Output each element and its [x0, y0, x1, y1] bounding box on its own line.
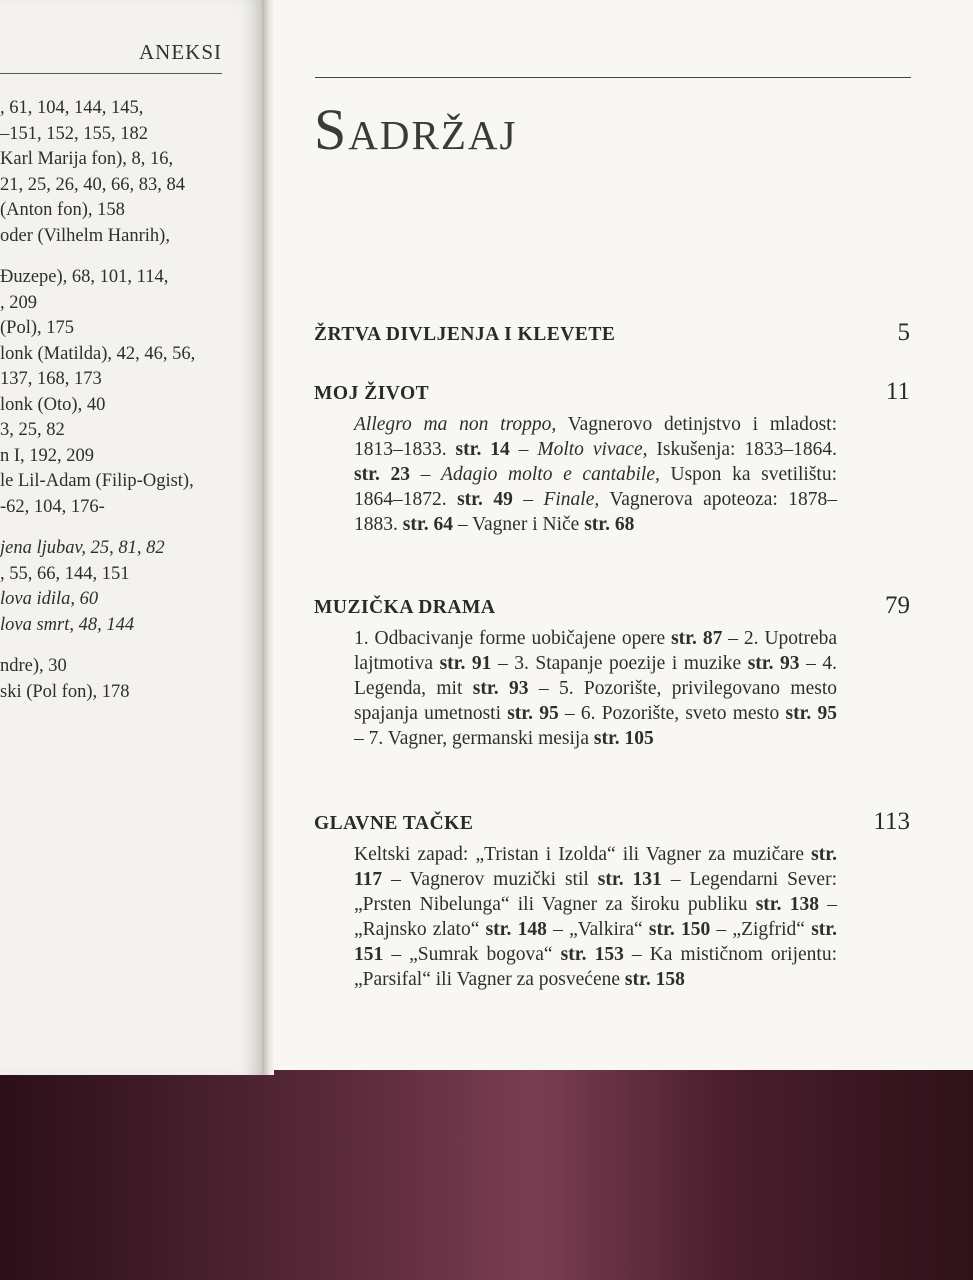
- description-text: 1. Odbacivanje forme uobičajene opere: [354, 628, 672, 649]
- page-reference: str. 148: [485, 919, 547, 940]
- right-page: [274, 0, 973, 1070]
- index-entry: –151, 152, 155, 182: [0, 123, 148, 144]
- description-text: –: [509, 439, 538, 460]
- section-title: GLAVNE TAČKE: [314, 813, 474, 834]
- page-reference: str. 64: [402, 514, 453, 535]
- index-entry: ndre), 30: [0, 656, 67, 676]
- page-reference: str. 68: [584, 514, 635, 535]
- section-page-number: 11: [885, 378, 910, 405]
- page-reference: str. 153: [560, 944, 624, 965]
- section-heading: [314, 378, 910, 408]
- description-text: Vagnerova apoteoza: 1878–1883.: [354, 489, 838, 535]
- running-header: ANEKSI: [139, 40, 222, 64]
- index-entry: n I, 192, 209: [0, 445, 95, 466]
- toc-section-zrtva: [314, 319, 910, 349]
- index-list: [0, 96, 262, 705]
- toc-section-muzicka-drama: [314, 592, 910, 751]
- description-text: – 4. Legenda, mit: [354, 653, 837, 699]
- index-entry: lova idila, 60: [0, 589, 99, 609]
- index-entry: Karl Marija fon), 8, 16,: [0, 149, 174, 169]
- toc-section-moj-zivot: [314, 378, 910, 537]
- page-reference: str. 117: [354, 844, 837, 890]
- page-reference: str. 95: [785, 703, 838, 724]
- description-text: – 7. Vagner, germanski mesija: [354, 728, 594, 749]
- description-text: – „Valkira“: [546, 919, 649, 940]
- background-surface: [0, 1065, 973, 1280]
- book-gutter: [262, 0, 274, 1075]
- section-heading: [314, 808, 910, 838]
- index-entry: (Anton fon), 158: [0, 200, 125, 220]
- section-description: [354, 626, 837, 751]
- description-text: Keltski zapad: „Tristan i Izolda“ ili Vagner za muzičare: [354, 844, 812, 865]
- description-text: – 6. Pozorište, sveto mesto: [558, 703, 786, 724]
- description-text: – 5. Pozorište, privilegovano mesto spajanja umetnosti: [354, 678, 837, 724]
- page-reference: str. 87: [671, 628, 723, 649]
- index-entry: 137, 168, 173: [0, 369, 102, 389]
- index-entry: , 61, 104, 144, 145,: [0, 98, 144, 118]
- page-reference: str. 91: [439, 653, 492, 674]
- index-entry: 21, 25, 26, 40, 66, 83, 84: [0, 174, 185, 195]
- index-entry: ski (Pol fon), 178: [0, 681, 130, 702]
- section-heading: [314, 592, 910, 622]
- section-description: [354, 842, 837, 992]
- description-text: – Ka mističnom orijentu: „Parsifal“ ili Vagner za posvećene: [354, 944, 838, 990]
- description-text: Vagnerovo detinjstvo i mladost: 1813–1833.: [354, 414, 837, 460]
- index-entry: lonk (Oto), 40: [0, 394, 106, 415]
- top-rule: [315, 77, 911, 78]
- description-text: Allegro ma non troppo,: [354, 414, 557, 435]
- page-reference: str. 93: [747, 653, 800, 674]
- section-title: ŽRTVA DIVLJENJA I KLEVETE: [314, 324, 616, 345]
- index-entry: le Lil-Adam (Filip-Ogist),: [0, 471, 194, 491]
- index-entry: , 209: [0, 292, 37, 313]
- page-reference: str. 14: [455, 439, 510, 460]
- description-text: – Legendarni Sever: „Prsten Nibelunga“ ili Vagner za široku publiku: [354, 869, 838, 915]
- description-text: – 3. Stapanje poezije i muzike: [491, 653, 748, 674]
- page-reference: str. 49: [457, 489, 513, 510]
- description-text: Uspon ka svetilištu: 1864–1872.: [354, 464, 837, 510]
- page-reference: str. 105: [593, 728, 654, 749]
- index-entry: , 55, 66, 144, 151: [0, 563, 130, 584]
- header-rule: [0, 73, 222, 74]
- section-page-number: 5: [897, 319, 910, 346]
- index-spacer: [0, 638, 262, 654]
- index-entry: lonk (Matilda), 42, 46, 56,: [0, 343, 196, 364]
- section-title: MUZIČKA DRAMA: [314, 597, 496, 618]
- index-spacer: [0, 249, 262, 265]
- description-text: – „Rajnsko zlato“: [354, 894, 837, 940]
- section-title: MOJ ŽIVOT: [314, 383, 430, 404]
- page-reference: str. 93: [472, 678, 529, 699]
- page-reference: str. 95: [507, 703, 559, 724]
- page-reference: str. 158: [624, 969, 685, 990]
- description-text: Adagio molto e cantabile,: [441, 464, 660, 485]
- index-spacer: [0, 520, 262, 536]
- description-text: – Vagnerov muzički stil: [382, 869, 598, 890]
- page-reference: str. 138: [755, 894, 820, 915]
- section-page-number: 113: [873, 808, 910, 835]
- section-heading: [314, 319, 910, 349]
- description-text: – 2. Upotreba lajtmotiva: [354, 628, 838, 674]
- description-text: – „Sumrak bogova“: [383, 944, 561, 965]
- toc-section-glavne-tacke: [314, 808, 910, 992]
- description-text: –: [409, 464, 442, 485]
- index-entry: lova smrt, 48, 144: [0, 614, 135, 635]
- index-entry: -62, 104, 176-: [0, 496, 105, 517]
- page-reference: str. 23: [354, 464, 410, 485]
- page-reference: str. 150: [648, 919, 711, 940]
- section-page-number: 79: [885, 592, 910, 619]
- page-reference: str. 131: [597, 869, 662, 890]
- index-entry: 3, 25, 82: [0, 420, 65, 440]
- left-page: [0, 0, 263, 1075]
- description-text: – „Zigfrid“: [710, 919, 812, 940]
- index-entry: (Pol), 175: [0, 318, 74, 338]
- index-entry: jena ljubav, 25, 81, 82: [0, 538, 165, 558]
- description-text: Finale,: [543, 489, 600, 510]
- page-reference: str. 151: [354, 919, 838, 965]
- description-text: Iskušenja: 1833–1864.: [647, 439, 837, 460]
- section-description: [354, 412, 837, 537]
- description-text: – Vagner i Niče: [452, 514, 585, 535]
- description-text: Molto vivace,: [537, 439, 648, 460]
- description-text: –: [512, 489, 544, 510]
- index-entry: oder (Vilhelm Hanrih),: [0, 225, 170, 246]
- index-entry: Đuzepe), 68, 101, 114,: [0, 267, 169, 287]
- page-title: Sadržaj: [314, 97, 518, 162]
